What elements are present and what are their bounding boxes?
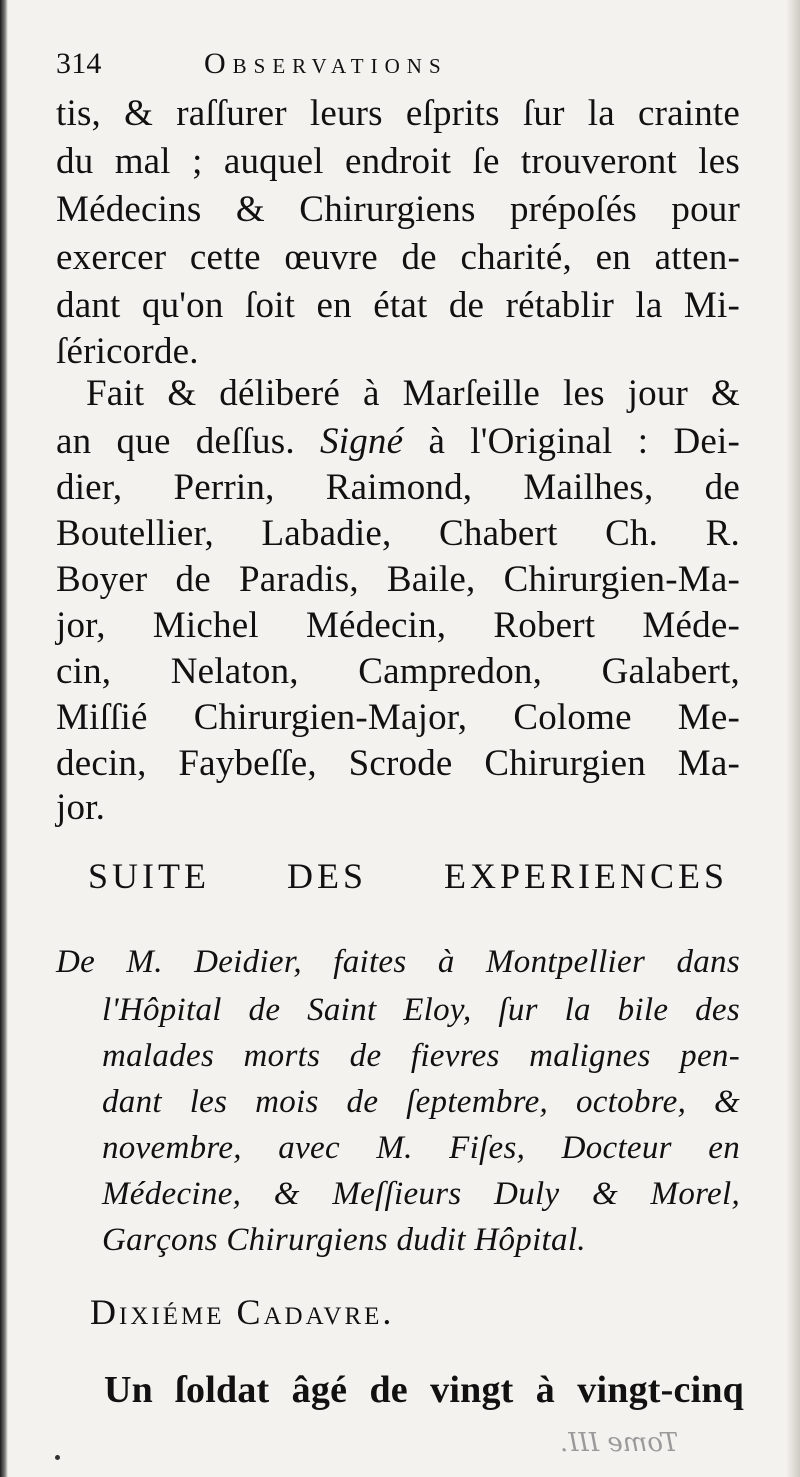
- text-line: Médecins & Chirurgiens prépoſés pour: [56, 189, 740, 230]
- text-line: du mal ; auquel endroit ſe trouveront les: [56, 141, 740, 182]
- text-line: Miſſié Chirurgien-Major, Colome Me-: [56, 697, 740, 738]
- section-heading: SUITE DES EXPERIENCES: [88, 856, 728, 896]
- subtitle-line: De M. Deidier, faites à Montpellier dans: [56, 944, 740, 980]
- running-title: Observations: [204, 47, 448, 80]
- page-edge: [786, 0, 800, 1477]
- subtitle-line: Médecine, & Meſſieurs Duly & Morel,: [102, 1176, 740, 1212]
- text-line: exercer cette œuvre de charité, en atten-: [56, 237, 740, 278]
- final-text-line: Un ſoldat âgé de vingt à vingt-cinq: [104, 1369, 744, 1411]
- ink-mark: [55, 1455, 60, 1460]
- page-number: 314: [56, 47, 102, 80]
- text-line: cin, Nelaton, Campredon, Galabert,: [56, 651, 740, 692]
- text-line: dier, Perrin, Raimond, Mailhes, de: [56, 467, 740, 508]
- page-header: [56, 44, 740, 84]
- text-line: jor.: [56, 787, 106, 828]
- text-line: Boutellier, Labadie, Chabert Ch. R.: [56, 513, 740, 554]
- text-line: decin, Faybeſſe, Scrode Chirurgien Ma-: [56, 743, 740, 784]
- subtitle-line: malades morts de fievres malignes pen-: [102, 1038, 740, 1074]
- text-line: Boyer de Paradis, Baile, Chirurgien-Ma-: [56, 559, 740, 600]
- binding-shadow: [0, 0, 8, 1477]
- subtitle-line: novembre, avec M. Fiſes, Docteur en: [102, 1130, 740, 1166]
- bleed-through-text: Tome III.: [560, 1428, 679, 1458]
- text-line: dant qu'on ſoit en état de rétablir la Mi-: [56, 285, 740, 326]
- subtitle-line: dant les mois de ſeptembre, octobre, &: [102, 1084, 740, 1120]
- text-line-signed: an que deſſus. Signé à l'Original : Dei-: [56, 421, 740, 462]
- text-line: tis, & raſſurer leurs eſprits ſur la crainte: [56, 93, 740, 134]
- signed-word: Signé: [320, 421, 404, 462]
- subtitle-line: Garçons Chirurgiens dudit Hôpital.: [102, 1222, 586, 1258]
- text-line: Fait & déliberé à Marſeille les jour &: [86, 373, 740, 414]
- subheading: Dixiéme Cadavre.: [90, 1292, 395, 1332]
- text-line: ſéricorde.: [56, 331, 199, 372]
- text-line: jor, Michel Médecin, Robert Méde-: [56, 605, 740, 646]
- subtitle-line: l'Hôpital de Saint Eloy, ſur la bile des: [102, 992, 740, 1028]
